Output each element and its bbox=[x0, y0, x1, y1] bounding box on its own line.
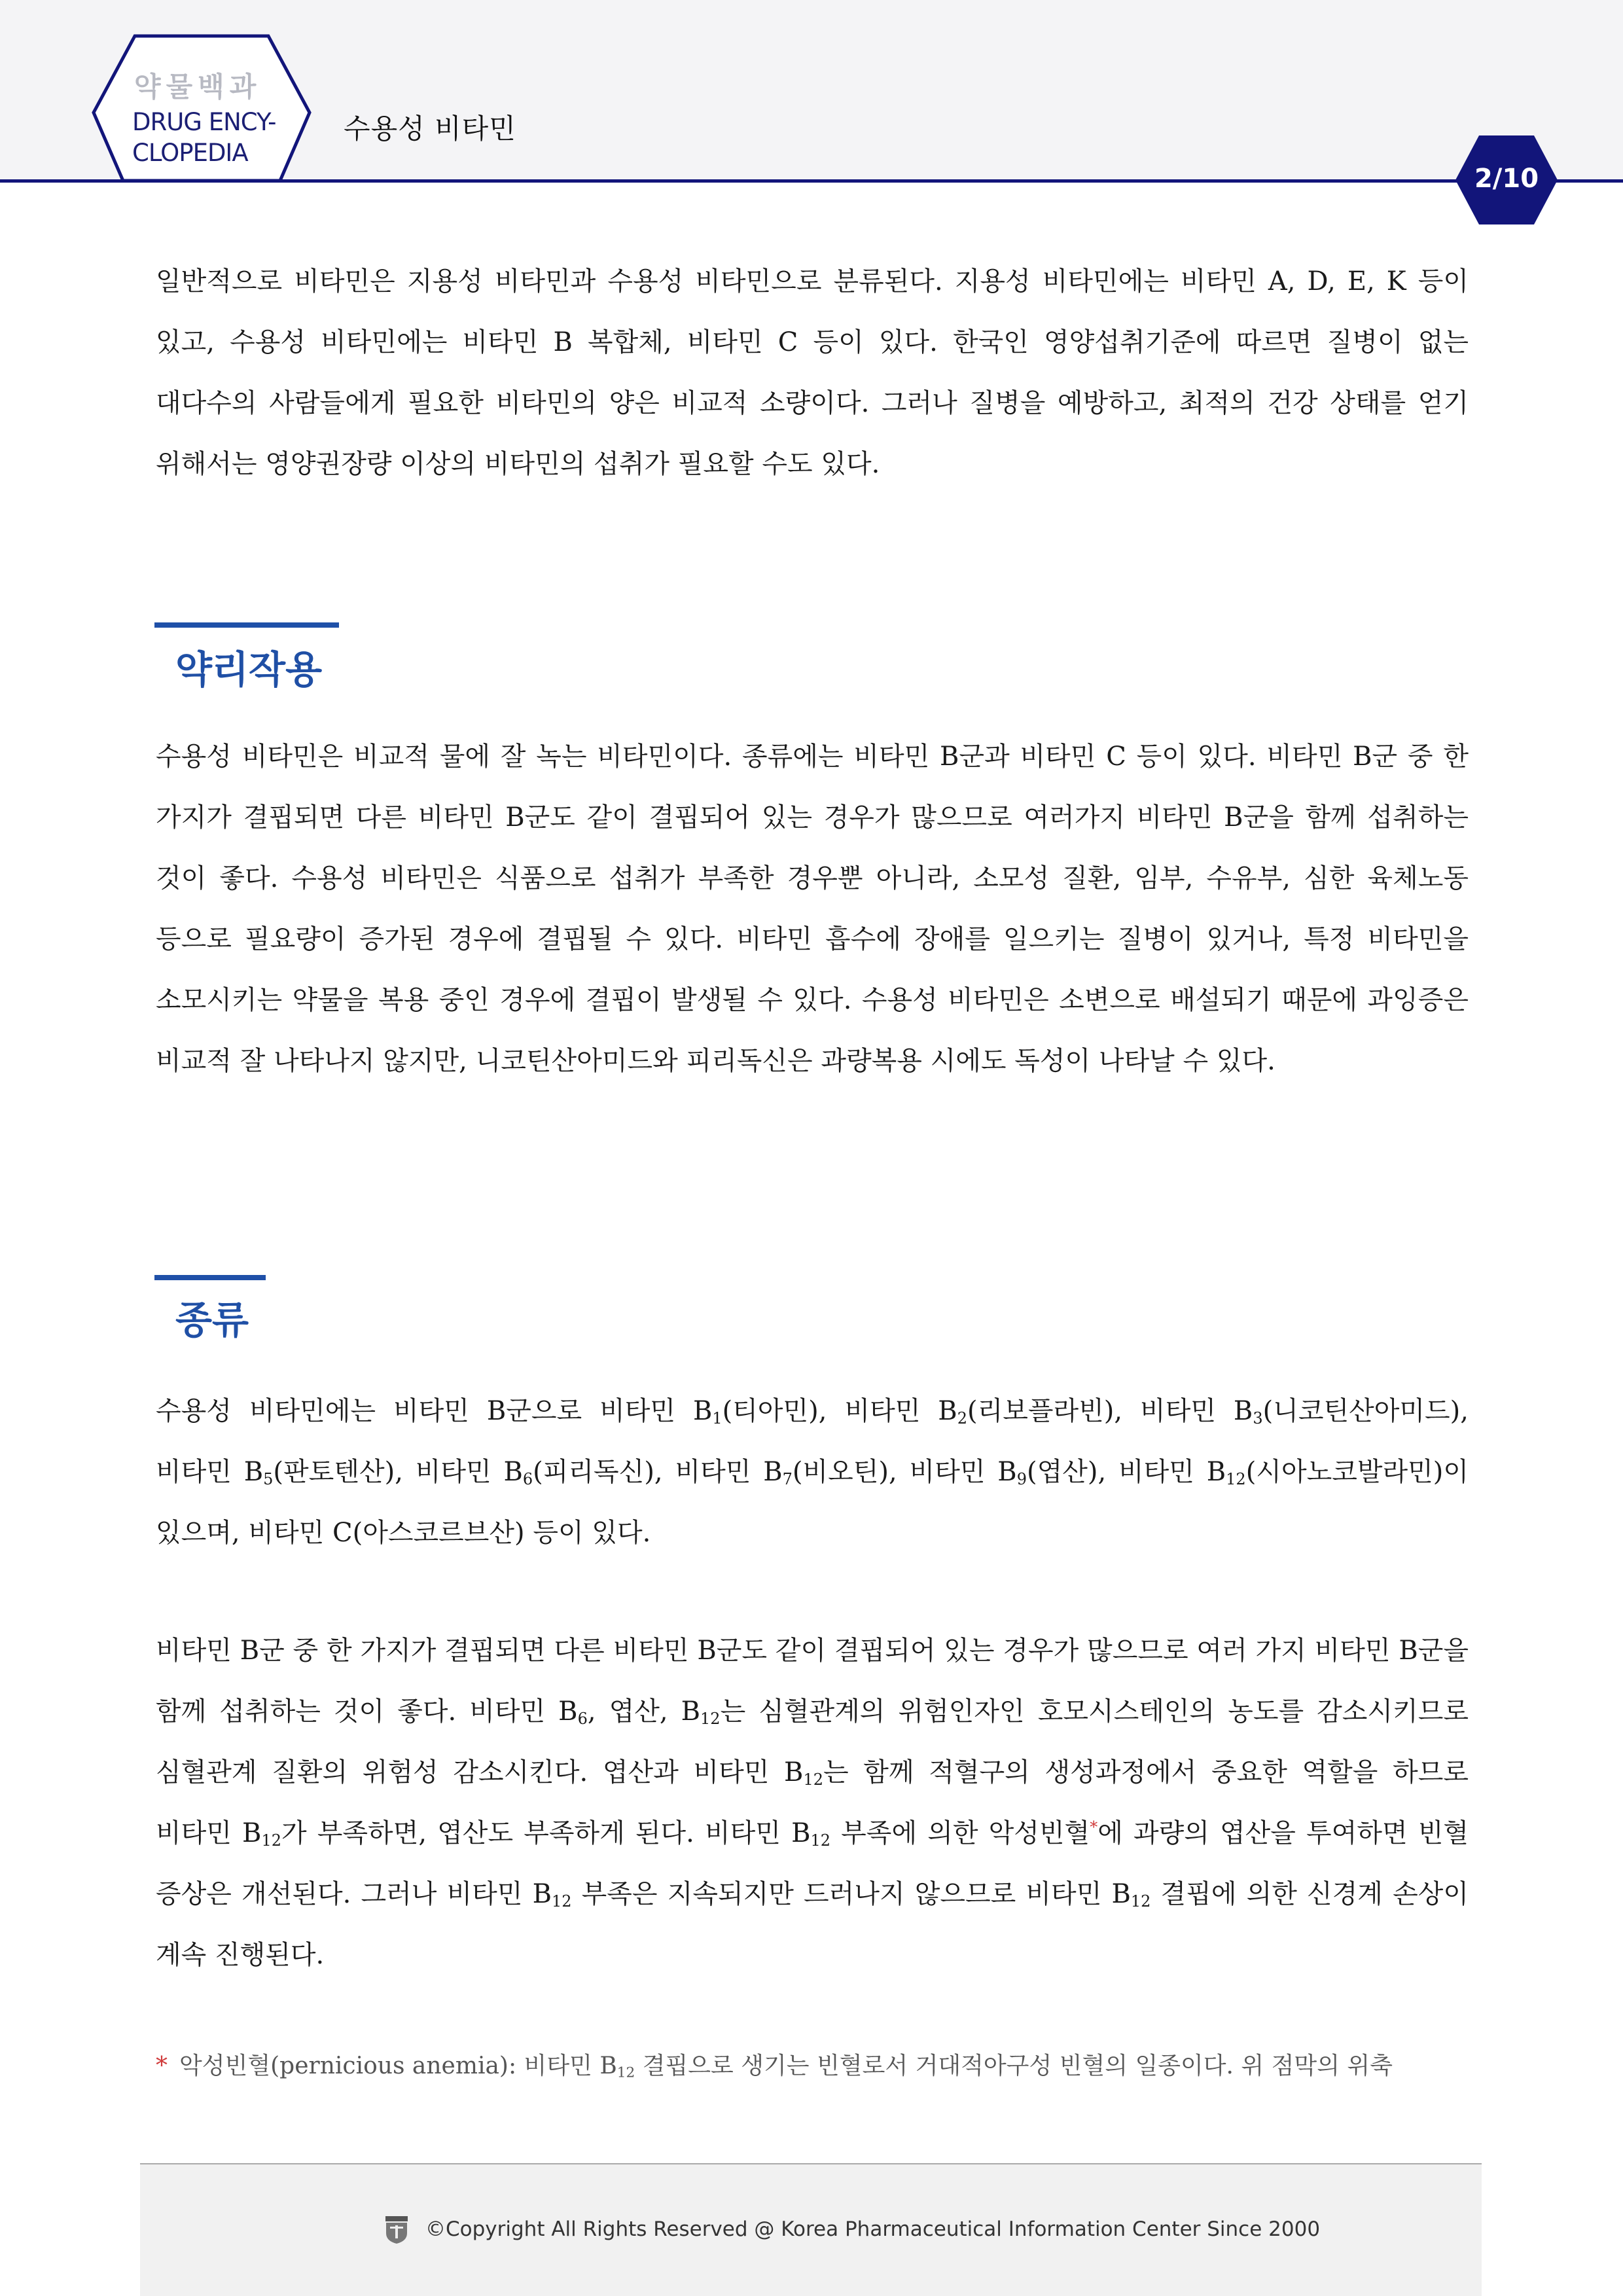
page-indicator: 2/10 bbox=[1474, 164, 1539, 194]
section-accent-bar bbox=[154, 622, 339, 628]
logo-korean-text: 약물백과 bbox=[134, 71, 262, 103]
pharmacology-paragraph: 수용성 비타민은 비교적 물에 잘 녹는 비타민이다. 종류에는 비타민 B군과 비타민 C 등이 있다. 비타민 B군 중 한 가지가 결핍되면 다른 비타민 B군도 같이 결핍되어 있는 경우가 많으므로 여러가지 비타민 B군을 함께 섭취하는 것이 좋다. 수용성 비타민은 식품으로 섭취가 부족한 경우뿐 아니라, 소모성 질환, 임부, 수유부, 심한 육체노동 등으로 필요량이 증가된 경우에 결핍될 수 있다. 비타민 흡수에 장애를 일으키는 질병이 있거나, 특정 비타민을 소모시키는 약물을 복용 중인 경우에 결핍이 발생될 수 있다. 수용성 비타민은 소변으로 배설되기 때문에 과잉증은 비교적 잘 나타나지 않지만, 니코틴산아미드와 피리독신은 과량복용 시에도 독성이 나타날 수 있다. bbox=[156, 742, 1469, 1076]
footnote-marker[interactable]: * bbox=[1090, 1818, 1098, 1837]
types-paragraph-1: 수용성 비타민에는 비타민 B군으로 비타민 $B_1$(티아민), 비타민 $B_2$(리보플라빈), 비타민 $B_3$(니코틴산아미드), 비타민 $B_5$(판토텐산), 비타민 $B_6$(피리독신), 비타민 $B_7$(비오틴), 비타민 $B_9$(엽산), 비타민 $B_{12}$(시아노코발라민)이 있으며, 비타민 C(아스코르브산) 등이 있다. bbox=[156, 1396, 1469, 1548]
section-title-types: 종류 bbox=[175, 1298, 249, 1342]
logo-english-line2: CLOPEDIA bbox=[132, 139, 248, 167]
section-title-pharmacology: 약리작용 bbox=[175, 647, 323, 692]
document-title: 수용성 비타민 bbox=[344, 113, 516, 145]
footnote-asterisk: * bbox=[156, 2053, 168, 2079]
section-accent-bar bbox=[154, 1275, 266, 1280]
intro-paragraph: 일반적으로 비타민은 지용성 비타민과 수용성 비타민으로 분류된다. 지용성 비타민에는 비타민 A, D, E, K 등이 있고, 수용성 비타민에는 비타민 B 복합체, 비타민 C 등이 있다. 한국인 영양섭취기준에 따르면 질병이 없는 대다수의 사람들에게 필요한 비타민의 양은 비교적 소량이다. 그러나 질병을 예방하고, 최적의 건강 상태를 얻기 위해서는 영양권장량 이상의 비타민의 섭취가 필요할 수도 있다. bbox=[156, 266, 1469, 479]
footnote: * 악성빈혈(pernicious anemia): 비타민 $B_{12}$ 결핍으로 생기는 빈혈로서 거대적아구성 빈혈의 일종이다. 위 점막의 위축 bbox=[156, 2053, 1393, 2081]
logo-english-line1: DRUG ENCY- bbox=[132, 108, 276, 136]
copyright-text: ©Copyright All Rights Reserved @ Korea Pharmaceutical Information Center Since 2000 bbox=[425, 2217, 1321, 2241]
types-paragraph-2: 비타민 B군 중 한 가지가 결핍되면 다른 비타민 B군도 같이 결핍되어 있는 경우가 많으므로 여러 가지 비타민 B군을 함께 섭취하는 것이 좋다. 비타민 $B_6$, 엽산, $B_{12}$는 심혈관계의 위험인자인 호모시스테인의 농도를 감소시키므로 심혈관계 질환의 위험성 감소시킨다. 엽산과 비타민 $B_{12}$는 함께 적혈구의 생성과정에서 중요한 역할을 하므로 비타민 $B_{12}$가 부족하면, 엽산도 부족하게 된다. 비타민 $B_{12}$ 부족에 의한 악성빈혈*에 과량의 엽산을 투여하면 빈혈 증상은 개선된다. 그러나 비타민 $B_{12}$ 부족은 지속되지만 드러나지 않으므로 비타민 $B_{12}$ 결핍에 의한 신경계 손상이 계속 진행된다. bbox=[156, 1636, 1469, 1970]
crest-icon bbox=[383, 2215, 410, 2245]
